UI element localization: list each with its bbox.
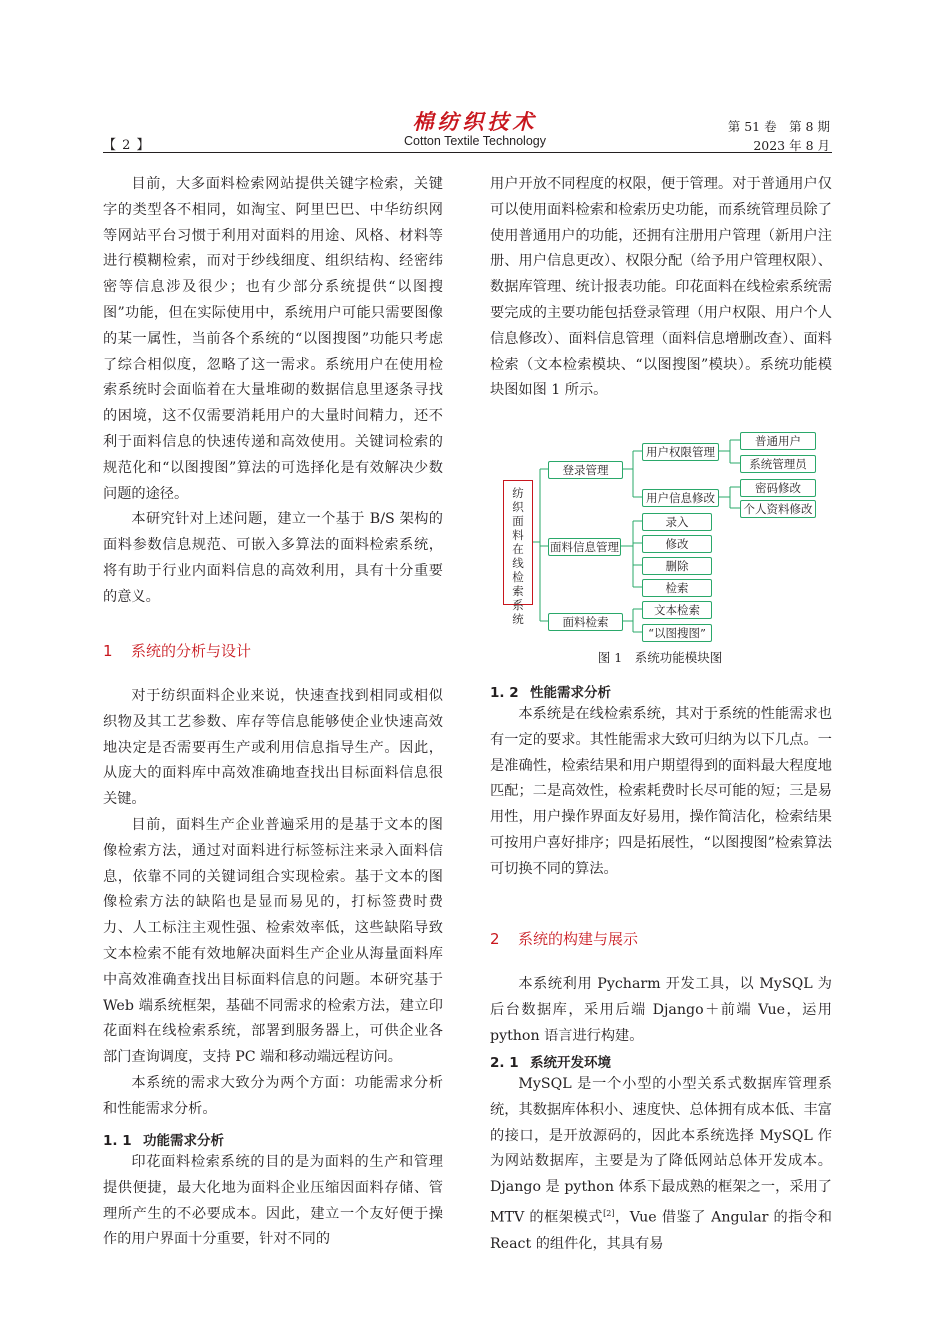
- paragraph: 对于纺织面料企业来说，快速查找到相同或相似织物及其工艺参数、库存等信息能够使企业快速高效地决定是否需要再生产或利用信息指导生产。因此，从庞大的面料库中高效准确地查找出目标面料信息很关键。: [103, 688, 443, 808]
- text-run: MySQL 是一个小型的小型关系式数据库管理系统，其数据库体积小、速度快、总体拥有成本低、丰富的接口，是开放源码的，因此本系统选择 MySQL 作为网站数据库，主要是为了降低网站总体开发成本。Django 是 python 体系下最成熟的框架之一，采用了 MTV 的框架模式: [490, 1076, 832, 1226]
- node-text-search: 文本检索: [642, 601, 712, 619]
- node-query: 检索: [642, 579, 712, 597]
- figure-caption: 图 1 系统功能模块图: [597, 650, 723, 665]
- node-profile: 个人资料修改: [740, 500, 816, 518]
- section-number: 1: [103, 642, 113, 660]
- journal-english-title: Cotton Textile Technology: [404, 134, 546, 148]
- paragraph: [490, 1072, 832, 1257]
- text-run: ，Vue 借鉴了 Angular 的指令和 React 的组件化，其具有易: [490, 1209, 832, 1252]
- paragraph: 本研究针对上述问题，建立一个基于 B/S 架构的面料参数信息规范、可嵌入多算法的面料检索系统，将有助于行业内面料信息的高效利用，具有十分重要的意义。: [103, 511, 443, 605]
- issue-date: 2023 年 8 月: [753, 138, 830, 153]
- paragraph: 本系统利用 Pycharm 开发工具，以 MySQL 为后台数据库，采用后端 Django＋前端 Vue，运用 python 语言进行构建。: [490, 976, 832, 1044]
- journal-logo: 棉纺织技术: [412, 109, 538, 134]
- node-fabric-info: 面料信息管理: [550, 540, 619, 554]
- left-column-body: [103, 684, 443, 1123]
- right-column-top: [490, 172, 832, 404]
- section-title: 系统的构建与展示: [518, 930, 639, 948]
- subsection-number: 2. 1: [490, 1055, 519, 1071]
- subsection-number: 1. 1: [103, 1133, 132, 1149]
- node-user-permission: 用户权限管理: [642, 443, 719, 461]
- node-user-info: 用户信息修改: [642, 489, 719, 507]
- subsection-heading-2-1: [490, 1051, 611, 1071]
- volume-issue-block: [728, 117, 830, 155]
- section-heading-2: [490, 928, 638, 949]
- subsection-number: 1. 2: [490, 685, 519, 701]
- node-delete: 删除: [642, 557, 712, 575]
- paragraph: 用户开放不同程度的权限，便于管理。对于普通用户仅可以使用面料检索和检索历史功能，而系统管理员除了使用普通用户的功能，还拥有注册用户管理（新用户注册、用户信息更改）、权限分配（给予用户管理权限）、数据库管理、统计报表功能。印花面料在线检索系统需要完成的主要功能包括登录管理（用户权限、用户个人信息修改）、面料信息管理（面料信息增删改查）、面料检索（文本检索模块、“以图搜图”模块）。系统功能模块图如图 1 所示。: [490, 176, 832, 399]
- left-column-bottom: [103, 1150, 443, 1253]
- page-number: 【 2 】: [103, 138, 151, 153]
- section-number: 2: [490, 930, 500, 948]
- citation-ref: [2]: [603, 1208, 615, 1218]
- paragraph: 目前，面料生产企业普遍采用的是基于文本的图像检索方法，通过对面料进行标签标注来录入面料信息，依靠不同的关键词组合实现检索。基于文本的图像检索方法的缺陷也是显而易见的，打标签费时费力、人工标注主观性强、检索效率低，这些缺陷导致文本检索不能有效地解决面料生产企业从海量面料库中高效准确查找出目标面料信息的问题。本研究基于 Web 端系统框架，基础不同需求的检索方法，建立印花面料在线检索系统，部署到服务器上，可供企业各部门查询调度，支持 PC 端和移动端远程访问。: [103, 816, 443, 1066]
- paragraph: 本系统的需求大致分为两个方面：功能需求分析和性能需求分析。: [103, 1074, 443, 1117]
- right-column-build: [490, 972, 832, 1049]
- paragraph: 目前，大多面料检索网站提供关键字检索，关键字的类型各不相同，如淘宝、阿里巴巴、中华纺织网等网站平台习惯于利用对面料的用途、风格、材料等进行模糊检索，而对于纱线细度、组织结构、经密纬密等信息涉及很少；也有少部分系统提供“以图搜图”功能，但在实际使用中，系统用户可能只需要图像的某一属性，当前各个系统的“以图搜图”功能只考虑了综合相似度，忽略了这一需求。系统用户在使用检索系统时会面临着在大量堆砌的数据信息里逐条寻找的困境，这不仅需要消耗用户的大量时间精力，还不利于面料信息的快速传递和高效使用。关键词检索的规范化和“以图搜图”算法的可选择化是有效解决少数问题的途径。: [103, 176, 443, 502]
- subsection-heading-1-2: [490, 681, 611, 701]
- section-title: 系统的分析与设计: [131, 642, 252, 660]
- node-add: 录入: [642, 513, 712, 531]
- left-column-top: [103, 172, 443, 611]
- node-image-search: “以图搜图”: [642, 624, 712, 642]
- subsection-heading-1-1: [103, 1129, 224, 1149]
- node-login: 登录管理: [548, 461, 623, 479]
- root-node: 纺织面料在线检索系统: [512, 486, 524, 626]
- paragraph: 本系统是在线检索系统，其对于系统的性能需求也有一定的要求。其性能需求大致可归纳为以下几点。一是准确性，检索结果和用户期望得到的面料最大程度地匹配；二是高效性，检索耗费时长尽可能的短；三是易用性，用户操作界面友好易用，操作简洁化，检索结果可按用户喜好排序；四是拓展性，“以图搜图”检索算法可切换不同的算法。: [490, 706, 832, 877]
- node-admin: 系统管理员: [740, 455, 816, 473]
- right-column-env: [490, 1072, 832, 1257]
- subsection-title: 性能需求分析: [530, 685, 611, 701]
- paragraph: 印花面料检索系统的目的是为面料的生产和管理提供便捷，最大化地为面料企业压缩因面料存储、管理所产生的不必要成本。因此，建立一个友好便于操作的用户界面十分重要，针对不同的: [103, 1154, 443, 1248]
- section-heading-1: [103, 640, 251, 661]
- subsection-title: 功能需求分析: [143, 1133, 224, 1149]
- node-fabric-search: 面料检索: [548, 613, 623, 631]
- subsection-title: 系统开发环境: [530, 1055, 611, 1071]
- node-modify: 修改: [642, 535, 712, 553]
- header-rule: [103, 152, 832, 153]
- volume-issue: 第 51 卷 第 8 期: [727, 119, 830, 134]
- right-column-performance: [490, 702, 832, 883]
- figure-1-diagram: [490, 425, 830, 647]
- node-normal-user: 普通用户: [740, 432, 816, 450]
- node-password: 密码修改: [740, 479, 816, 497]
